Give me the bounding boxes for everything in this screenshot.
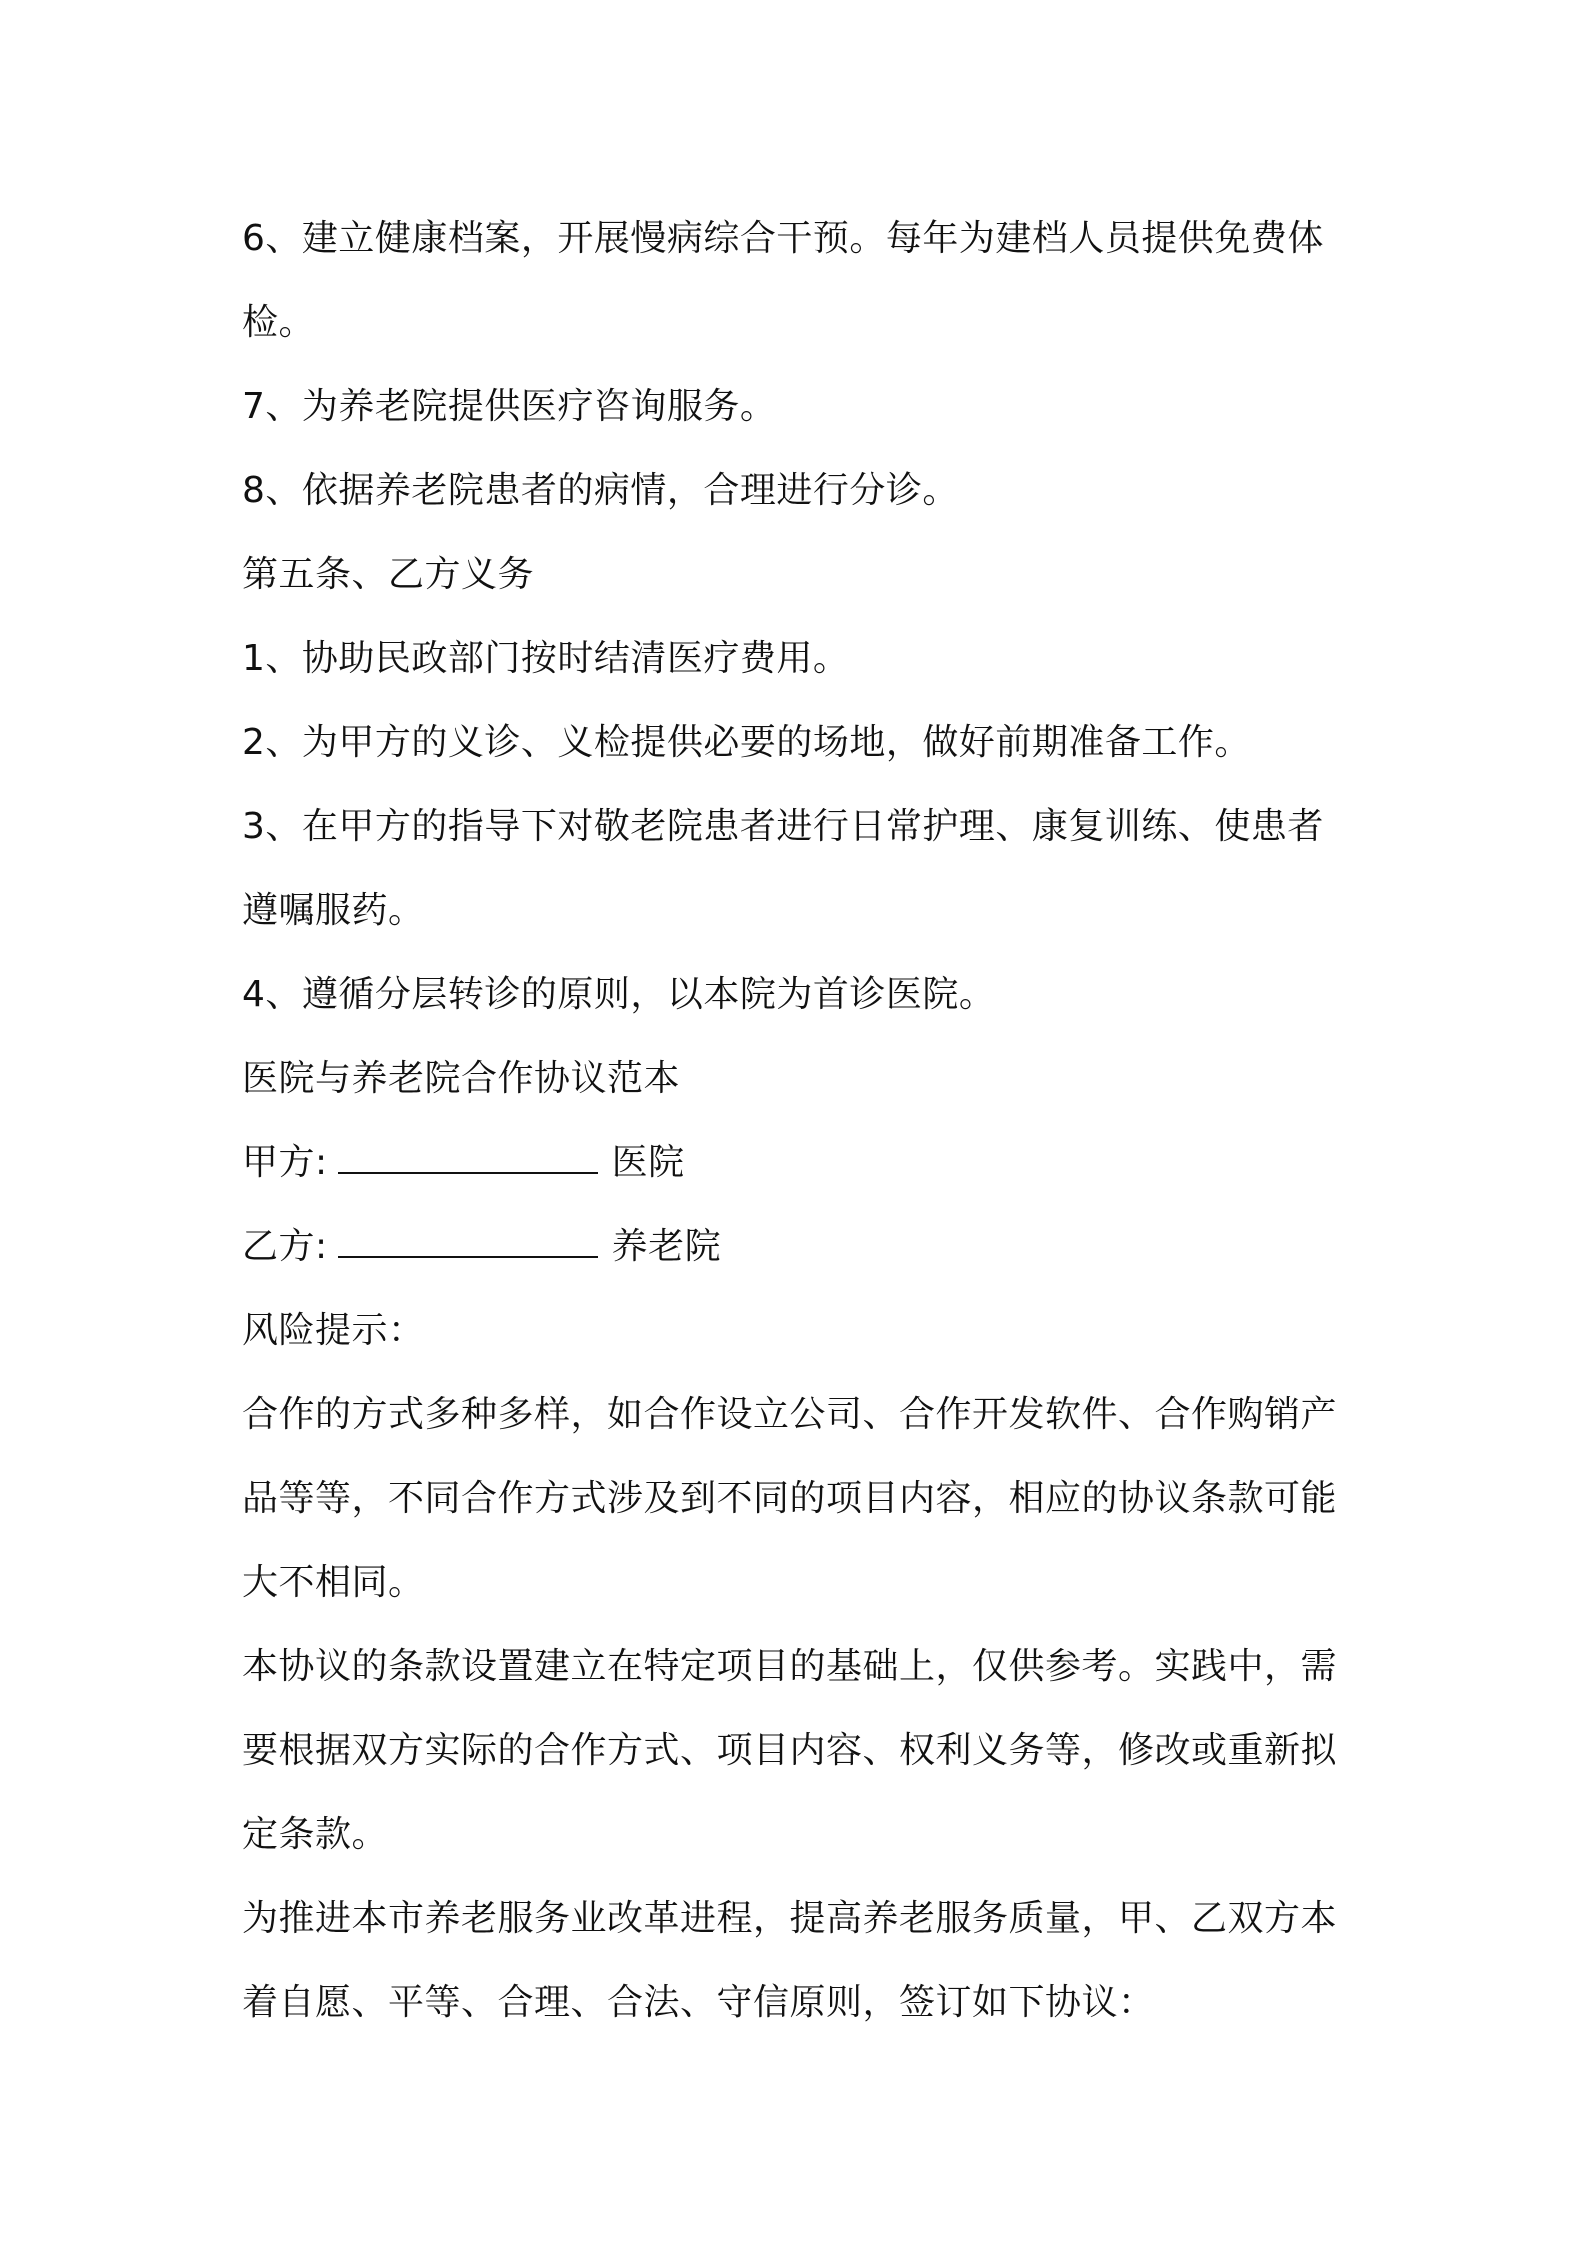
intro-paragraph-line-2: 着自愿、平等、合理、合法、守信原则，签订如下协议： — [242, 1982, 1155, 2023]
party-b-suffix: 养老院 — [611, 1226, 722, 1267]
item-7: 7、为养老院提供医疗咨询服务。 — [242, 386, 777, 427]
party-a-blank — [338, 1142, 598, 1174]
item-8: 8、依据养老院患者的病情，合理进行分诊。 — [242, 470, 959, 511]
party-b-item-1: 1、协助民政部门按时结清医疗费用。 — [242, 638, 850, 679]
party-a-label: 甲方: — [242, 1142, 328, 1183]
party-b-blank — [338, 1226, 598, 1258]
party-b-item-3-line-1: 3、在甲方的指导下对敬老院患者进行日常护理、康复训练、使患者 — [242, 806, 1324, 847]
risk-paragraph-1-line-3: 大不相同。 — [242, 1562, 425, 1603]
article-5-heading: 第五条、乙方义务 — [242, 554, 535, 595]
risk-paragraph-2-line-3: 定条款。 — [242, 1814, 389, 1855]
document-body — [242, 197, 1352, 2045]
party-b-item-4: 4、遵循分层转诊的原则，以本院为首诊医院。 — [242, 974, 996, 1015]
template-title: 医院与养老院合作协议范本 — [242, 1058, 681, 1099]
risk-heading: 风险提示： — [242, 1310, 425, 1351]
party-b-item-3-line-2: 遵嘱服药。 — [242, 890, 425, 931]
item-6-line-1: 6、建立健康档案，开展慢病综合干预。每年为建档人员提供免费体 — [242, 218, 1324, 259]
party-b-line — [242, 1205, 1352, 1289]
item-6-line-2: 检。 — [242, 302, 316, 343]
risk-paragraph-1-line-2: 品等等，不同合作方式涉及到不同的项目内容，相应的协议条款可能 — [242, 1478, 1338, 1519]
party-a-line — [242, 1121, 1352, 1205]
party-a-suffix: 医院 — [611, 1142, 685, 1183]
risk-paragraph-2-line-2: 要根据双方实际的合作方式、项目内容、权利义务等，修改或重新拟 — [242, 1730, 1338, 1771]
party-b-item-2: 2、为甲方的义诊、义检提供必要的场地，做好前期准备工作。 — [242, 722, 1251, 763]
risk-paragraph-2-line-1: 本协议的条款设置建立在特定项目的基础上，仅供参考。实践中，需 — [242, 1646, 1338, 1687]
risk-paragraph-1-line-1: 合作的方式多种多样，如合作设立公司、合作开发软件、合作购销产 — [242, 1394, 1338, 1435]
party-b-label: 乙方: — [242, 1226, 328, 1267]
intro-paragraph-line-1: 为推进本市养老服务业改革进程，提高养老服务质量，甲、乙双方本 — [242, 1898, 1338, 1939]
